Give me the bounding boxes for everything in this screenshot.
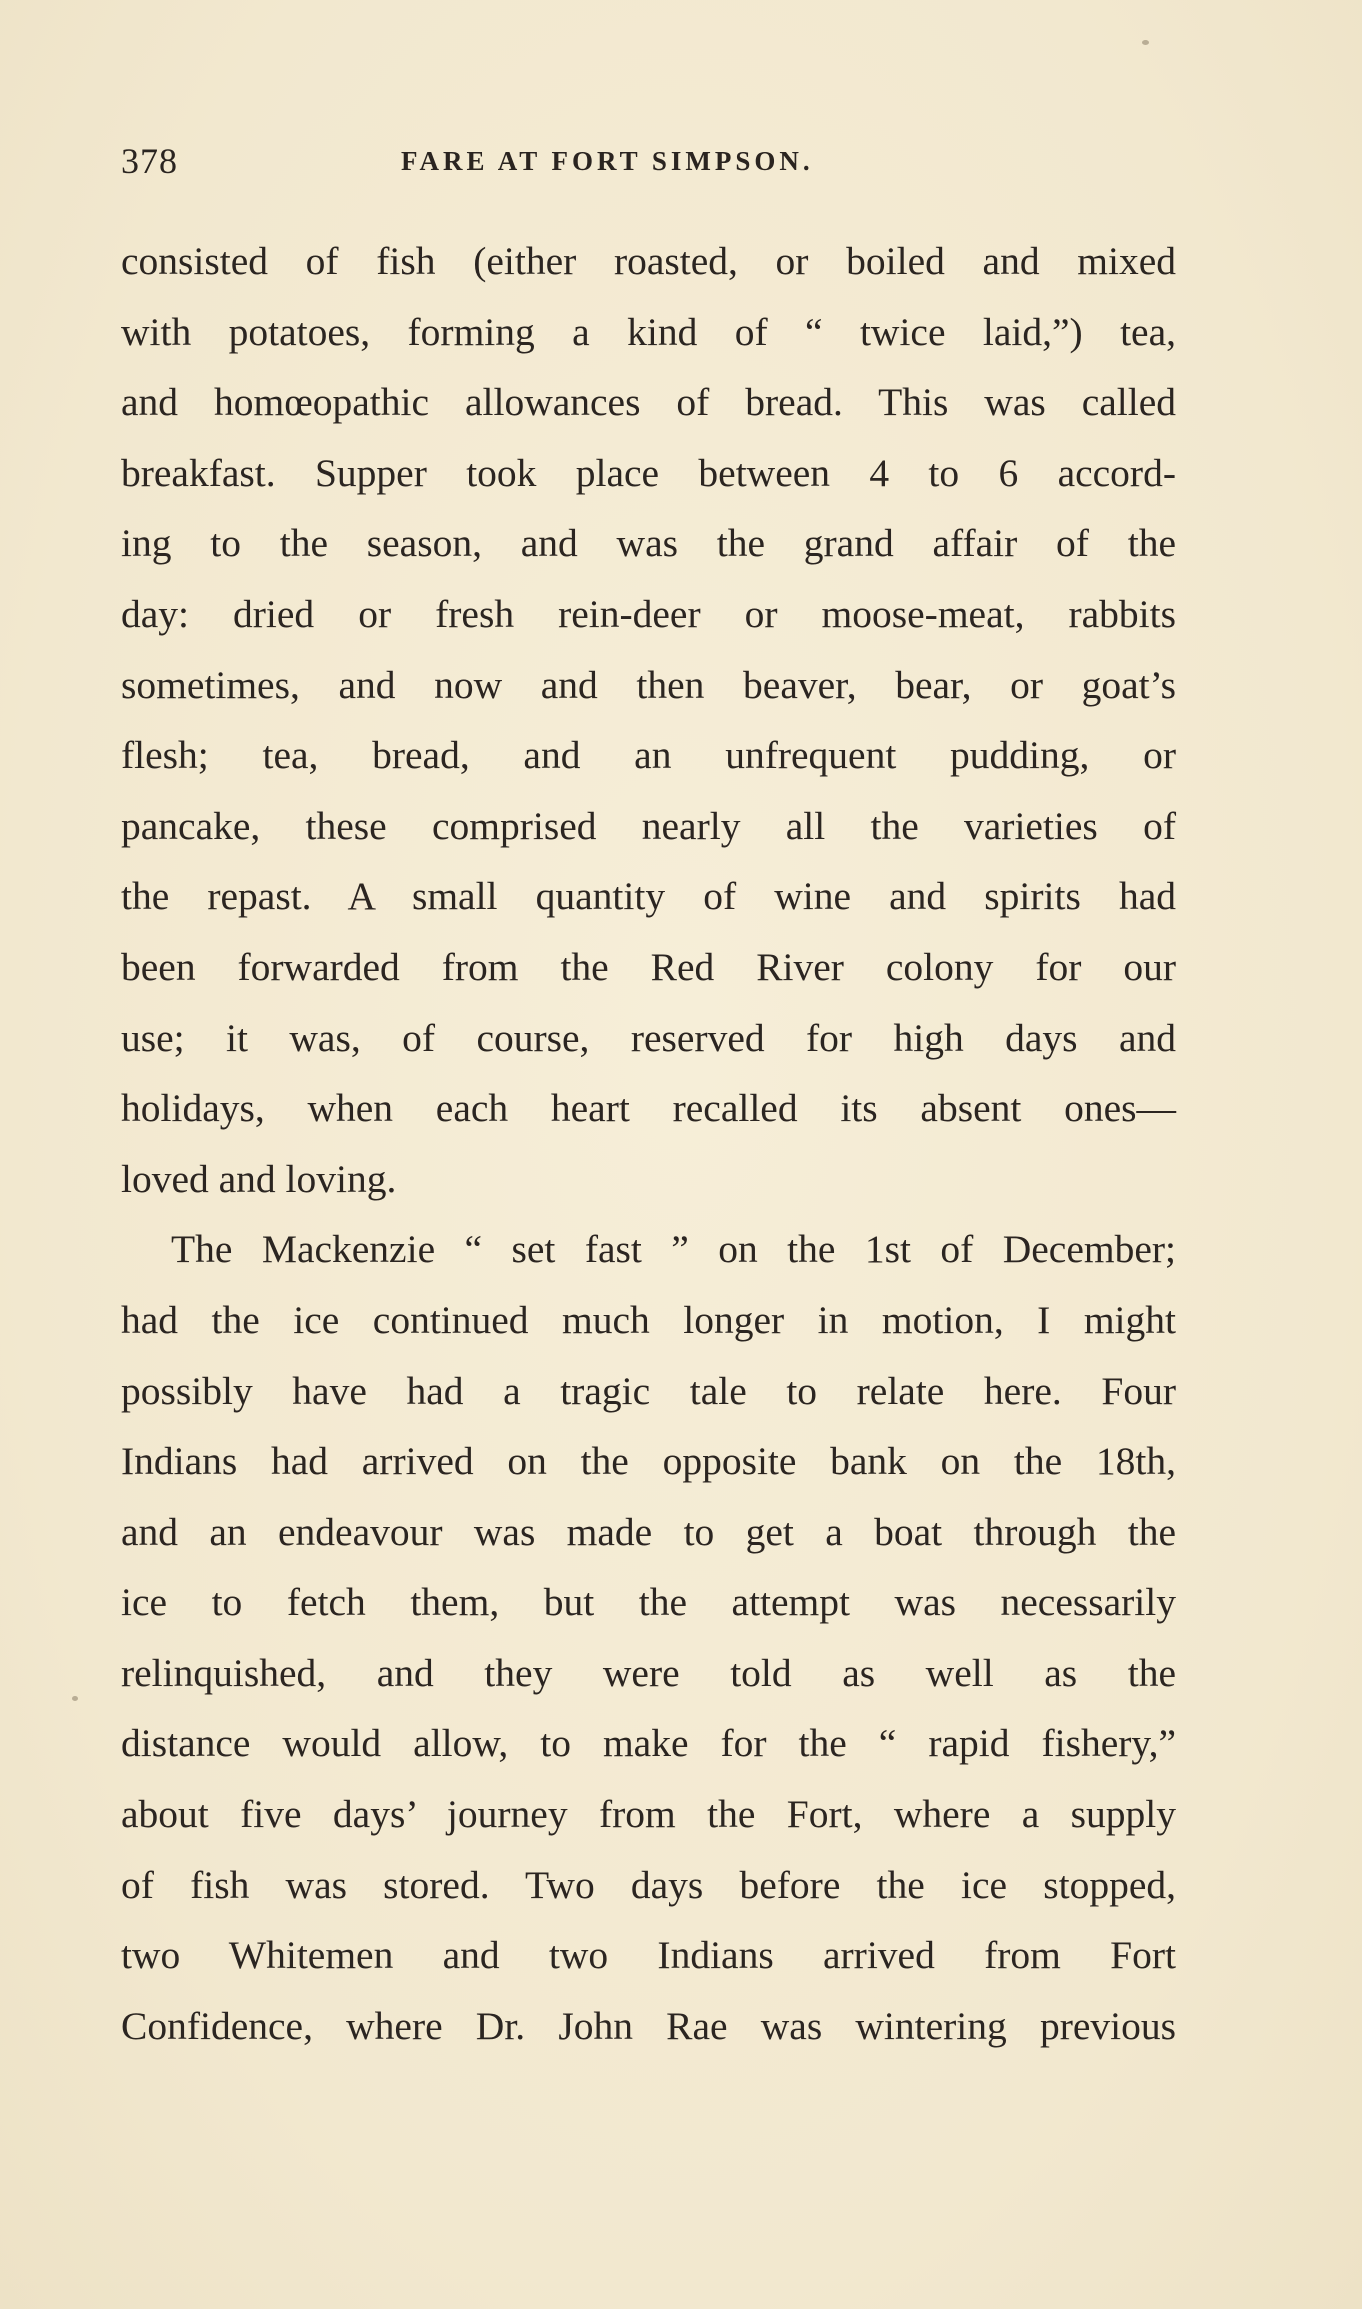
text-line: about five days’ journey from the Fort, where a supply: [121, 1792, 1176, 1837]
text-line: possibly have had a tragic tale to relate here. Four: [121, 1368, 1176, 1413]
text-line: relinquished, and they were told as well as the: [121, 1650, 1176, 1695]
paper-speck: [72, 1696, 78, 1701]
text-line: The Mackenzie “ set fast ” on the 1st of December;: [171, 1227, 1176, 1272]
text-line: and homœopathic allowances of bread. This was called: [121, 380, 1176, 425]
text-line: flesh; tea, bread, and an unfrequent pudding, or: [121, 733, 1176, 778]
text-line: distance would allow, to make for the “ rapid fishery,”: [121, 1721, 1176, 1766]
text-line: Indians had arrived on the opposite bank on the 18th,: [121, 1439, 1176, 1484]
text-line: sometimes, and now and then beaver, bear, or goat’s: [121, 662, 1176, 707]
text-line: and an endeavour was made to get a boat through the: [121, 1509, 1176, 1554]
text-line: pancake, these comprised nearly all the varieties of: [121, 803, 1176, 848]
text-line: day: dried or fresh rein-deer or moose-meat, rabbits: [121, 591, 1176, 636]
text-line: holidays, when each heart recalled its absent ones—: [121, 1086, 1176, 1131]
running-head: FARE AT FORT SIMPSON.: [401, 146, 814, 176]
text-line: breakfast. Supper took place between 4 to 6 accord-: [121, 450, 1176, 495]
text-line: ing to the season, and was the grand affair of the: [121, 521, 1176, 566]
text-line: had the ice continued much longer in motion, I might: [121, 1297, 1176, 1342]
page-number: 378: [121, 141, 178, 181]
paper-speck: [1142, 40, 1149, 45]
body-text: [121, 226, 1176, 2061]
text-line: ice to fetch them, but the attempt was necessarily: [121, 1580, 1176, 1625]
page-header: [121, 140, 1181, 184]
text-line: consisted of fish (either roasted, or boiled and mixed: [121, 239, 1176, 283]
text-line: been forwarded from the Red River colony for our: [121, 944, 1176, 989]
text-line: with potatoes, forming a kind of “ twice laid,”) tea,: [121, 309, 1176, 354]
text-line: the repast. A small quantity of wine and spirits had: [121, 874, 1176, 919]
text-line: loved and loving.: [121, 1156, 397, 1201]
text-line: of fish was stored. Two days before the ice stopped,: [121, 1862, 1176, 1907]
text-line: use; it was, of course, reserved for high days and: [121, 1015, 1176, 1060]
text-line: two Whitemen and two Indians arrived from Fort: [121, 1933, 1176, 1978]
text-line: Confidence, where Dr. John Rae was wintering previous: [121, 2003, 1176, 2048]
